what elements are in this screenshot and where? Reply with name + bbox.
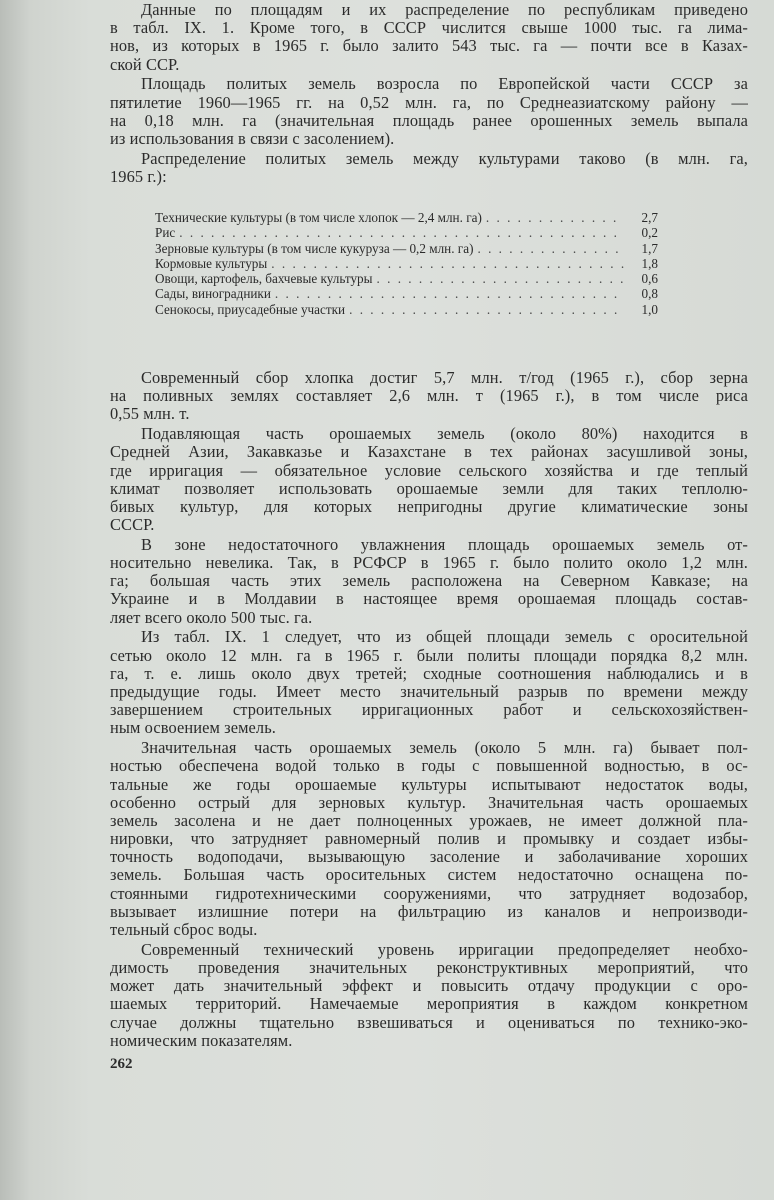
dot-leader <box>271 256 624 271</box>
paragraph <box>110 75 748 148</box>
text-line: В зоне недостаточного увлажнения площадь орошаемых земель от- <box>141 534 748 554</box>
text-line: Из табл. IX. 1 следует, что из общей площади земель с оросительной <box>141 627 748 647</box>
text-line: ляет всего около 500 тыс. га. <box>110 607 313 627</box>
text-line: в табл. IX. 1. Кроме того, в СССР числится свыше 1000 тыс. га лима- <box>110 18 748 38</box>
dot-leader <box>349 302 624 317</box>
text-line: ностью обеспечена водой только в годы с повышенной водностью, в ос- <box>110 756 748 776</box>
crop-area-value: 1,7 <box>641 240 658 256</box>
text-line: тельный сброс воды. <box>110 920 258 939</box>
crop-area-value: 2,7 <box>641 210 658 225</box>
text-line: га; большая часть этих земель расположена на Северном Кавказе; на <box>110 571 748 591</box>
text-line: Данные по площадям и их распределение по республикам приведено <box>141 0 748 19</box>
text-line: Распределение политых земель между культурами таково (в млн. га, <box>141 148 748 168</box>
paragraph <box>110 628 748 737</box>
text-line: тальные же годы орошаемые культуры испытывают недостаток воды, <box>110 774 748 794</box>
text-line: климат позволяет использовать орошаемые земли для таких теплолю- <box>110 478 748 498</box>
text-line: из использования в связи с засолением). <box>110 128 395 148</box>
page-text-top <box>110 1 748 188</box>
crop-label: Технические культуры (в том числе хлопок — 2,4 млн. га) <box>155 210 482 225</box>
paragraph <box>110 425 748 534</box>
text-line: земель. Большая часть оросительных систем недостаточно оснащена по- <box>110 865 748 885</box>
text-line: пятилетие 1960—1965 гг. на 0,52 млн. га, по Среднеазиатскому району — <box>110 92 748 112</box>
dot-leader <box>179 225 624 240</box>
text-line: га, т. е. лишь около двух третей; сходные соотношения наблюдались и в <box>110 663 748 683</box>
text-line: особенно острый для зерновых культур. Значительная часть орошаемых <box>110 792 748 812</box>
text-line: может дать значительный эффект и повысить отдачу продукции с оро- <box>110 976 748 996</box>
text-line: нировки, что затрудняет равномерный полив и промывку и создает избы- <box>110 829 748 849</box>
text-line: СССР. <box>110 515 155 535</box>
crop-label: Рис <box>155 225 176 241</box>
table-row <box>155 225 658 240</box>
crop-label: Зерновые культуры (в том числе кукуруза — 0,2 млн. га) <box>155 240 474 256</box>
crop-area-value: 0,8 <box>641 286 658 302</box>
text-line: стоянными гидротехническими сооружениями, что затрудняет водозабор, <box>110 883 748 903</box>
text-line: ской ССР. <box>110 54 180 74</box>
text-line: сетью около 12 млн. га в 1965 г. были политы площади порядка 8,2 млн. <box>110 645 748 665</box>
paragraph <box>110 941 748 1050</box>
text-line: где ирригация — обязательное условие сельского хозяйства и где теплый <box>110 460 748 480</box>
paragraph <box>110 150 748 186</box>
page-number: 262 <box>110 1056 133 1072</box>
text-line: димость проведения значительных реконструктивных мероприятий, что <box>110 957 748 977</box>
table-row <box>155 271 658 286</box>
crop-area-value: 0,6 <box>641 271 658 287</box>
crop-area-value: 0,2 <box>641 225 658 241</box>
table-row <box>155 302 658 317</box>
dot-leader <box>275 286 624 301</box>
table-row <box>155 286 658 301</box>
text-line: 0,55 млн. т. <box>110 404 190 424</box>
crop-label: Овощи, картофель, бахчевые культуры <box>155 271 373 287</box>
page-text-bottom <box>110 369 748 1052</box>
text-line: точность водоподачи, вызывающую засоление и заболачивание хороших <box>110 847 748 867</box>
text-line: Украине и в Молдавии в настоящее время орошаемая площадь состав- <box>110 589 748 609</box>
dot-leader <box>477 241 624 256</box>
paragraph <box>110 1 748 74</box>
text-line: нов, из которых в 1965 г. было залито 543 тыс. га — почти все в Казах- <box>110 36 748 56</box>
table-row <box>155 210 658 225</box>
text-line: завершением строительных ирригационных работ и сельскохозяйствен- <box>110 700 748 720</box>
table-row <box>155 241 658 256</box>
paragraph <box>110 739 748 939</box>
text-line: на 0,18 млн. га (значительная площадь ранее орошенных земель выпала <box>110 110 748 130</box>
crop-label: Кормовые культуры <box>155 255 268 271</box>
text-line: носительно невелика. Так, в РСФСР в 1965 г. было полито около 1,2 млн. <box>110 553 748 573</box>
crop-area-value: 1,8 <box>641 255 658 271</box>
crop-label: Сенокосы, приусадебные участки <box>155 301 346 317</box>
dot-leader <box>377 271 625 286</box>
paragraph <box>110 369 748 424</box>
crop-area-value: 1,0 <box>641 301 658 317</box>
text-line: случае должны тщательно взвешиваться и оцениваться по технико-эко- <box>110 1012 748 1032</box>
text-line: Средней Азии, Закавказье и Казахстане в тех районах засушливой зоны, <box>110 442 748 462</box>
text-line: Значительная часть орошаемых земель (около 5 млн. га) бывает пол- <box>141 738 748 758</box>
paragraph <box>110 536 748 627</box>
text-line: на поливных землях составляет 2,6 млн. т (1965 г.), в том числе риса <box>110 386 748 406</box>
text-line: Современный сбор хлопка достиг 5,7 млн. т/год (1965 г.), сбор зерна <box>141 368 748 387</box>
crop-distribution-table <box>155 210 658 317</box>
text-line: ным освоением земель. <box>110 718 276 738</box>
table-row <box>155 256 658 271</box>
dot-leader <box>486 210 624 225</box>
text-line: вызывает излишние потери на фильтрацию из каналов и непроизводи- <box>110 901 748 921</box>
crop-label: Сады, виноградники <box>155 286 271 302</box>
text-line: земель засолена и не дает полноценных урожаев, не имеет должной пла- <box>110 810 748 830</box>
text-line: шаемых территорий. Намечаемые мероприятия в каждом конкретном <box>110 994 748 1014</box>
text-line: Подавляющая часть орошаемых земель (около 80%) находится в <box>141 424 748 444</box>
text-line: 1965 г.): <box>110 166 167 186</box>
text-line: Современный технический уровень ирригации предопределяет необхо- <box>141 939 748 959</box>
text-line: предыдущие годы. Имеет место значительный разрыв по времени между <box>110 681 748 701</box>
text-line: бивых культур, для которых непригодны другие климатические зоны <box>110 496 748 516</box>
text-line: номическим показателям. <box>110 1030 293 1050</box>
text-line: Площадь политых земель возросла по Европейской части СССР за <box>141 74 748 94</box>
